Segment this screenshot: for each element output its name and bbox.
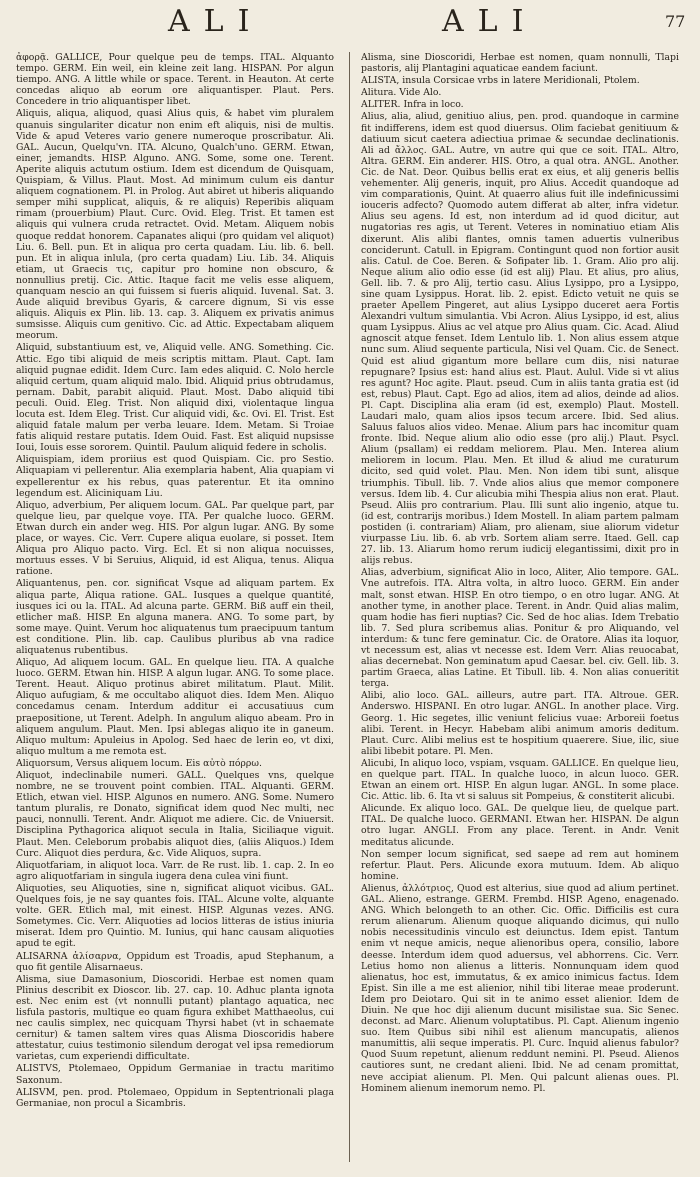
entry: Aliquo, Ad aliquem locum. GAL. En quelque lieu. ITA. A qualche luoco. GERM. Etwan hin. HISP. A algun lugar. ANG. To some place. Terent. Heaut. Aliquo protinus abiret militatum. Plaut. Milit. Aliquo aufugiam, & me occultabo aliquot dies. Idem Men. Aliquo concedamus cenam. Interdum additur ei accusatiuus cum praepositione, ut Terent. Adelph. In angulum aliquo abeam. Pro in aliquem angulum. Plaut. Men. Ipsi ablegas aliquo ite in ganeum. Aliquo multum: Apuleius in Apolog. Sed haec de lerin eo, vt dixi, aliquo multum a me remota est. [16,657,334,757]
entry: Alisma, siue Damasonium, Dioscoridi. Herbae est nomen quam Plinius describit ex Dioscor. lib. 27. cap. 10. Adhuc planta ignota est. Nec enim est (vt nonnulli putant) plantago aquatica, nec lisfula pastoris, multique eo quam figura exhibet Matthaeolus, cui nec caulis simplex, nec quicquam Thyrsi habet (vt in schaemate cernitur) & tamen saltem vires quas Alisma Dioscoridis habere attestatur, cuius testimonio silendum derogat vel ipsa remediorum varietas, cum experiendi difficultate. [16,973,334,1063]
entry: Aliquantenus, pen. cor. significat Vsque ad aliquam partem. Ex aliqua parte, Aliqua ratione. GAL. Iusques a quelque quantité, iusques ici ou la. ITAL. Ad alcuna parte. GERM. Biß auff ein theil, etlicher maß. HISP. En alguna manera. ANG. To some part, by some maye. Quint. Verum hoc aliquatenus tum praecipuum tantum est conditione. Plin. lib. cap. Caulibus pluribus ab vna radice aliquatenus rubentibus. [16,578,334,656]
running-head-left: ALI [168,4,264,39]
entry: ALISVM, pen. prod. Ptolemaeo, Oppidum in Septentrionali plaga Germaniae, non procul a Sicambris. [16,1086,334,1109]
entry: Aliquot, indeclinabile numeri. GALL. Quelques vns, quelque nombre, ne se trouvent point combien. ITAL. Alquanti. GERM. Etlich, etwan viel. HISP. Algunos en numero. ANG. Some. Numero tantum pluralis, re Donato, significat idem quod Nec multi, nec pauci, nonnulli. Terent. Andr. Aliquot me adiere. Cic. de Vniuersit. Disciplina Pythagorica aliquot secula in Italia, Siciliaque viguit. Plaut. Men. Celeborum probabis aliquot dies, (aliis Aliquos.) Idem Curc. Aliquot dies perdura, &c. Vide Aliquos, supra. [16,770,334,859]
entry: ALISTVS, Ptolemaeo, Oppidum Germaniae in tractu maritimo Saxonum. [16,1063,334,1086]
right-column [361,52,679,1164]
entry: Alias, adverbium, significat Alio in loco, Aliter, Alio tempore. GAL. Vne autrefois. ITA. Altra volta, in altro luoco. GERM. Ein ander malt, sonst etwan. HISP. En otro tiempo, o en otro lugar. ANG. At another tyme, in another place. Terent. in Andr. Quid alias malim, quam hodie has fieri nuptias? Cic. Sed de hoc alias. Idem Trebatio lib. 7. Sed plura scribemus alias. Ponitur & pro Aliquando, vel interdum: & tunc fere geminatur. Cic. de Oratore. Alias ita loquor, vt necessum est, alias vt necesse est. Idem Verr. Alias reuocabat, alias decernebat. Non geminatum apud Caesar. bel. civ. Gell. lib. 3. partim Graeca, alias Latine. Et Tibull. lib. 4. Non alias conueritit terga. [361,567,679,690]
entry: Alicubi, In aliquo loco, vspiam, vsquam. GALLICE. En quelque lieu, en quelque part. ITAL. In qualche luoco, in alcun luoco. GER. Etwan an einem ort. HISP. En algun lugar. ANGL. In some place. Cic. Attic. lib. 6. Ita vt si saluus sit Pompeius, & constiterit alicubi. [361,757,679,803]
entry: Aliquo, adverbium, Per aliquem locum. GAL. Par quelque part, par quelque lieu, par quelque voye. ITA. Per qualche luoco. GERM. Etwan durch ein ander weg. HIS. Por algun lugar. ANG. By some place, or wayes. Cic. Verr. Cupere aliqua euolare, si posset. Item Aliqua pro Aliquo pacto. Virg. Ecl. Et si non aliqua nocuisses, mortuus esses. V bi Seruius, Aliquid, id est Aliqua, tenus. Aliqua ratione. [16,499,334,578]
entry: Aliquis, aliqua, aliquod, quasi Alius quis, & habet vim pluralem quanuis singulariter dicatur non enim eft aliquis, nisi de multis. Vide & apud Veteres vario genere numeroque proscribatur. Ali. GAL. Aucun, Quelqu'vn. ITA. Alcuno, Qualch'uno. GERM. Etwan, einer, jemandts. HISP. Alguno. ANG. Some, some one. Terent. Aperite aliquis actutum ostium. Idem est dicendum de Quisquam, Quispiam, & Villus. Plaut. Most. Ad minimum culum eis dantur aliquem cognationem. Pl. in Prolog. Aut abiret ut hiberis aliquando semper mihi supplicat, aliquis, & re aliquis) Reperibis aliquam rimam (prouerbium) Plaut. Curc. Ovid. Eleg. Trist. Et tamen est aliquis qui vulnera cruda retractet. Ovid. Metam. Aliquem nobis quoque reddat honorem. Capanates aliqui (pro quidam vel aliquot) Liu. 6. Bell. pun. Et in aliqua pro certa quadam. Liu. lib. 6. bell. pun. Et in aliqua inlula, (pro certa quadam) Liu. Lib. 34. Aliquis etiam, ut Graecis τις, capitur pro homine non obscuro, & nonnullius pretij. Cic. Attic. Itaque facit me velis esse aliquem, quanquam nescio an qui fuissem si fueris aliquid. Iuvenal. Sat. 3. Aude aliquid brevibus Gyaris, & carcere dignum, Si vis esse aliquis. Aliquis ex Plin. lib. 13. cap. 3. Aliquem ex privatis animus sumsisse. Aliquis cum genitivo. Cic. ad Attic. Expectabam aliquem meorum. [16,108,334,342]
entry: ALISTA, insula Corsicae vrbs in latere Meridionali, Ptolem. [361,75,640,87]
entry: Aliquispiam, idem proriius est quod Quispiam. Cic. pro Sestio. Aliquapiam vi pellerentur. Alia exemplaria habent, Alia quapiam vi expellerentur ex his rebus, quas paterentur. Et ita omnino legendum est. Aliciniquam Liu. [16,454,334,499]
entry: Alius, alia, aliud, genitiuo alius, pen. prod. quandoque in carmine fit indifferens, idem est quod diuersus. Olim faciebat genitiuum & datiuum sicut caetera adiectiua primae & secundae declinationis. Ali ad ἄλλος. GAL. Autre, vn autre qui que ce soit. ITAL. Altro, Altra. GERM. Ein anderer. HIS. Otro, a qual otra. ANGL. Another. Cic. de Nat. Deor. Quibus bellis erat ex eius, et alij generis bellis vehementer. Alij generis, inquit, pro Alius. Accedit quandoque ad vim comparationis, Quint. At quaerro alius fuit ille indefinicussimi iouceris adfecto? Quomodo autem differat ab alter, infra videtur. Alius seu agens. Id est, non interdum ad id quod dicitur, aut nugatorias res agis, ut Terent. Veteres in nominatiuo etiam Alis dixerunt. Alis alibi flantes, omnis tamen aduertis vulneribus conciderunt. Catull. in Epigram. Contingunt quod non fortior ausit alis. Catul. de Coe. Beren. & Sofipater lib. 1. Gram. Alio pro alij. Neque alium alio odio esse (id est alij) Plau. Et alius, pro alius, Gell. lib. 7. & pro Alij, tertio casu. Alius Lysippo, pro a Lysippo, sine quam Lysippus. Horat. lib. 2. epist. Edicto vetuit ne quis se praeter Apellem Pingeret, aut alius Lysippo duceret aera Fortis Alexandri vultum simulantia. Vbi Acron. Alius Lysippo, id est, alius quam Lysippus. Alius ac vel atque pro Alius quam. Cic. Acad. Aliud agnoscit atque fenset. Idem Lentulo lib. 1. Non alius essem atque nunc sum. Aliud sequente particula, Nisi vel Quam. Cic. de Senect. Quid est aliud gigantum more bellare cum diis, nisi naturae repugnare? Ipsius est: hand alius est. Plaut. Aulul. Vide si vt alius res agunt? Hoc agite. Plaut. pseud. Cum in aliis tanta gratia est (id est, rebus) Plaut. Capt. Ego ad alios, item ad alios, deinde ad alios. Pl. Capt. Disciplina alia eram (id est, exemplo) Plaut. Mostell. Laudari malo, quam alios ipsos tecum arcere. Ibid. Sed alius. Saluus faluos alios video. Menae. Alium pars hac incomitur quam fronte. Ibid. Neque alium alio odio esse (pro alij.) Plaut. Psycl. Alium (psallam) ei reddam meliorem. Plau. Men. Interea alium meliorem in locum. Plau. Men. Et illud & aliud me curaturum dicito, sed quid volet. Plau. Men. Non idem tibi sunt, alisque triumphis. Tibull. lib. 7. Vnde alios alius que memor componere versus. Idem lib. 4. Cur alicubia mihi Thespia alius non erat. Plaut. Pseud. Aliis pro contrarium. Plau. Illi sunt alio ingenio, atque tu. (id est, contrarijs moribus.) Idem Mostell. In aliam partem palmam postiden (i. contrariam) Aliam, pro alienam, siue aliorum videtur viurpasse Liu. lib. 6. ab vrb. Sortem aliam serre. Itaed. Gell. cap 27. lib. 13. Aliarum homo rerum iudicij elegantissimi, dixit pro in alijs rebus. [361,111,679,567]
entry: Aliquotfariam, in aliquot loca. Varr. de Re rust. lib. 1. cap. 2. In eo agro aliquotfariam in singula iugera dena culea vini fiunt. [16,859,334,882]
entry: Aliquorsum, Versus aliquem locum. Eis αὐτὸ πόρρω. [16,757,262,769]
entry: Alibi, alio loco. GAL. ailleurs, autre part. ITA. Altroue. GER. Anderswo. HISPANI. En otro lugar. ANGL. In another place. Virg. Georg. 1. Hic segetes, illic veniunt felicius vuae: Arboreii foetus alibi. Terent. in Hecyr. Habebam alibi animum amoris deditum. Plaut. Curc. Alibi melius est te hospitium quaerere. Siue, ilic, siue alibi libebit potare. Pl. Men. [361,690,679,757]
entry: ALITER. Infra in loco. [361,99,464,111]
running-head-right: ALI [442,4,538,39]
entry: Non semper locum significat, sed saepe ad rem aut hominem refertur. Plaut. Pers. Alicunde exora mutuum. Idem. Ab aliquo homine. [361,848,679,882]
entry: Aliquoties, seu Aliquoties, sine n, significat aliquot vicibus. GAL. Quelques fois, je ne say quantes fois. ITAL. Alcune volte, alquante volte. GER. Etlich mal, mit einest. HISP. Algunas vezes. ANG. Sometymes. Cic. Verr. Aliquoties ad locios litteras de istius iniuria miserat. Idem pro Quintio. M. Iunius, qui hanc causam aliquoties apud te egit. [16,882,334,950]
entry: ἀφορᾷ. GALLICE, Pour quelque peu de temps. ITAL. Alquanto tempo. GERM. Ein weil, ein kleine zeit lang. HISPAN. Por algun tiempo. ANG. A little while or space. Terent. in Heauton. At certe concedas aliquo ab eorum ore aliquantisper. Plaut. Pers. Concedere in trio aliquantisper libet. [16,52,334,108]
entry: Alisma, sine Dioscoridi, Herbae est nomen, quam nonnulli, Tlapi pastoris, alij Plantagini aquaticae eandem faciunt. [361,52,679,75]
entry: Aliquid, substantiuum est, ve, Aliquid velle. ANG. Something. Cic. Attic. Ego tibi aliquid de meis scriptis mittam. Plaut. Capt. Iam aliquid pugnae edidit. Idem Curc. Iam edes aliquid. C. Nolo hercle aliquid certum, quam aliquid malo. Ibid. Aliquid prius obtrudamus, pernam. Dabit, parabit aliquid. Plaut. Most. Dabo aliquid tibi peculi. Ouid. Eleg. Trist. Non aliquid dixi, violentaque lingua locuta est. Idem Eleg. Trist. Cur aliquid vidi, &c. Ovi. El. Trist. Est aliquid fatale malum per verba leuare. Idem. Metam. Si Troiae fatis aliquid restare putatis. Idem Ouid. Fast. Est aliquid nupsisse Ioui, Iouis esse sororem. Quintil. Paulum aliquid federe in scholis. [16,342,334,454]
page-number: 77 [665,12,686,31]
entry: Alicunde. Ex aliquo loco. GAL. De quelque lieu, de quelque part. ITAL. De qualche luoco. GERMANI. Etwan her. HISPAN. De algun otro lugar. ANGLI. From any place. Terent. in Andr. Venit meditatus alicunde. [361,803,679,848]
page-header [0,4,700,42]
left-column [16,52,334,1164]
entry: Alienus, ἀλλότριος, Quod est alterius, siue quod ad alium pertinet. GAL. Alieno, estrange. GERM. Frembd. HISP. Ageno, enagenado. ANG. Which belongeth to an other. Cic. Offic. Difficilis est cura rerum alienarum. Alienum quoque aliquando dicimus, qui nullo nobis necessitudinis vinculo est deiunctus. Idem epist. Tantum enim vt neque amicis, neque alienoribus opera, consilio, labore deesse. Interdum idem quod aduersus, vel abhorrens. Cic. Verr. Letius homo non alienus a litteris. Nonnunquam idem quod alienatus, hoc est, immutatus, & ex amico inimicus factus. Idem Epist. Sin ille a me est alienior, nihil tibi literae meae proderunt. Idem pro Deiotaro. Qui sit in te animo esset alienior. Idem de Diuin. Ne que hoc diji alienum ducunt misilistae sua. Sic Senec. deconst. ad Marc. Alienum voluptatibus. Pl. Capt. Alienum ingenio suo. Item Quibus sibi nihil est alienum mancupatis, alienos manumittis, alii seque imperatis. Pl. Curc. Inquid alienus fabulor? Quod Suum repetunt, alienum reddunt nemini. Pl. Pseud. Alienos cautiores sunt, ne credant alieni. Ibid. Ne ad cenam promittat, neve accipiat alienum. Pl. Men. Qui palcunt alienas oues. Pl. Hominem alienum inemorum nemo. Pl. [361,882,679,1094]
column-divider [349,52,350,1162]
entry: ALISARNA ἀλίσαρνα, Oppidum est Troadis, apud Stephanum, a quo fit gentile Alisarnaeus. [16,950,334,973]
entry: Alitura. Vide Alo. [361,87,442,99]
